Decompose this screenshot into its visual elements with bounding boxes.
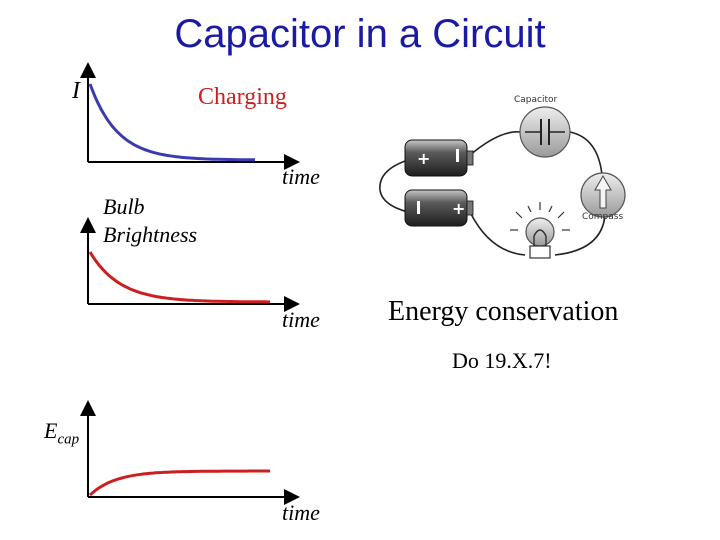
svg-text:+: + [452,199,466,218]
circuit-wire [380,160,408,212]
charging-label: Charging [198,84,287,110]
graph3-y-label-main: E [44,418,58,443]
graph3-axes [88,408,292,497]
graph2-axes [88,225,292,304]
graph2-y-label-line2: Brightness [103,222,198,247]
svg-text:+: + [417,149,431,168]
circuit-wire [470,132,520,155]
energy-conservation-text: Energy conservation [388,296,619,327]
capacitor-energy-curve [90,471,270,495]
exercise-text: Do 19.X.7! [452,348,552,373]
graph1-y-label: I [72,78,80,104]
circuit-wire [570,132,602,175]
graph1-axes [88,70,292,162]
graph2-y-label-line1: Bulb [103,194,145,219]
graph3-x-label: time [282,500,320,525]
circuit-illustration [380,95,625,258]
graph3-y-label-sub: cap [57,431,80,448]
compass-label: Compass [582,212,624,222]
battery-top [405,140,473,176]
current-decay-curve [90,84,255,160]
slide-title: Capacitor in a Circuit [174,12,546,56]
capacitor-symbol [520,107,570,157]
bulb-symbol [510,202,570,258]
compass-symbol [581,173,625,217]
brightness-decay-curve [90,252,270,302]
circuit-wire [470,212,525,255]
graph2-x-label: time [282,307,320,332]
graph1-x-label: time [282,164,320,189]
battery-bottom [405,190,473,226]
capacitor-label: Capacitor [514,95,558,105]
